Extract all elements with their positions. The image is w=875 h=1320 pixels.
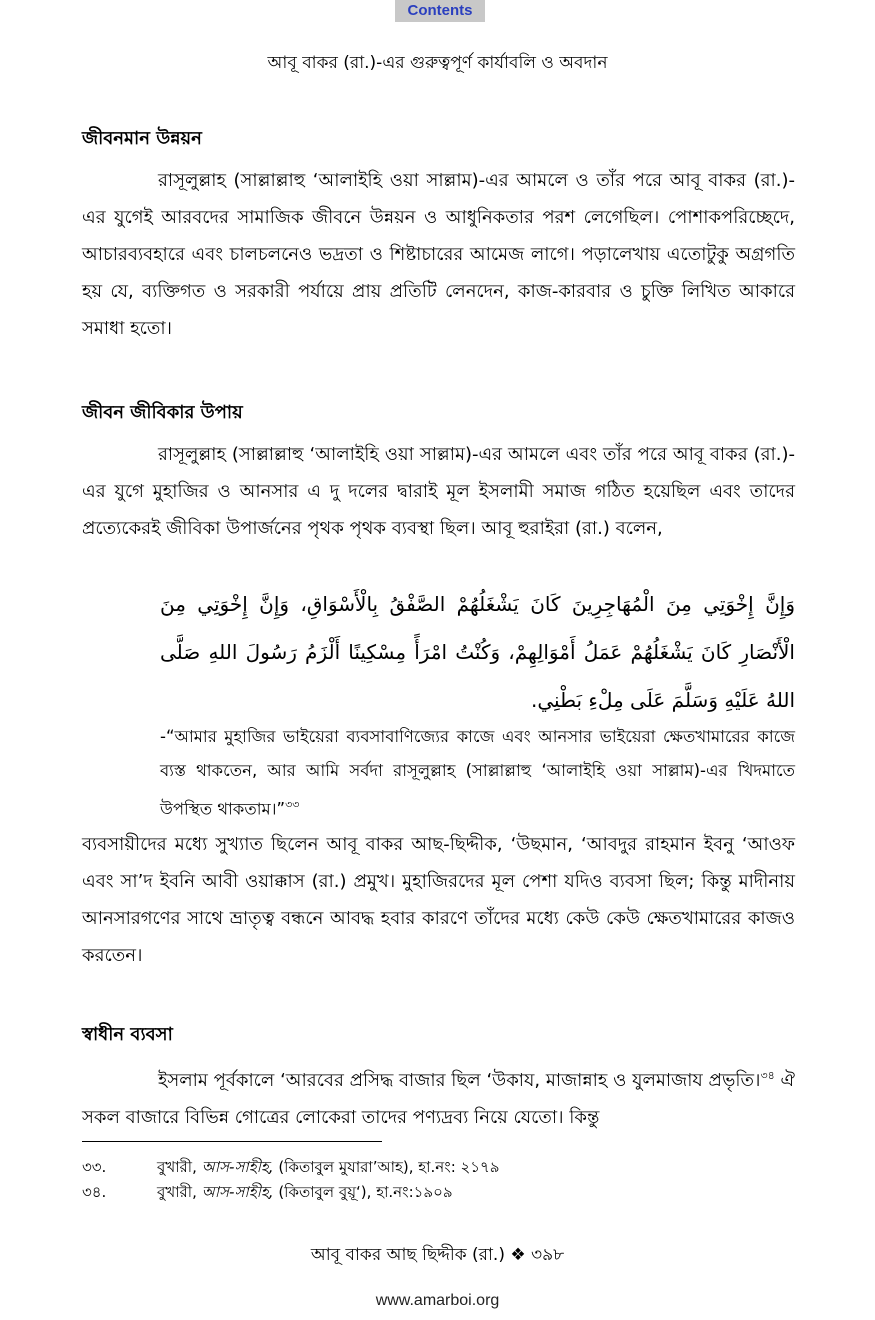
footnote-number: ৩৩.: [82, 1158, 107, 1176]
footnote-34: [82, 1181, 453, 1203]
footnote-author: বুখারী,: [157, 1183, 202, 1201]
arabic-hadith: وَإِنَّ إِخْوَتِي مِنَ الْمُهَاجِرِينَ كَانَ يَشْغَلُهُمْ الصَّفْقُ بِالْأَسْوَاقِ، وَإِنَّ إِخْوَتِي مِنَ الْأَنْصَارِ كَانَ يَشْغَلُهُمْ عَمَلُ أَمْوَالِهِمْ، وَكُنْتُ امْرَأً مِسْكِينًا أَلْزَمُ رَسُولَ اللهِ صَلَّى اللهُ عَلَيْهِ وَسَلَّمَ عَلَى مِلْءِ بَطْنِي.: [160, 592, 795, 712]
paragraph-free-trade: [82, 1057, 795, 1136]
footnote-author: বুখারী,: [157, 1158, 202, 1176]
footnote-book: আস-সাহীহ,: [201, 1158, 279, 1176]
paragraph-livelihood: রাসূলুল্লাহ (সাল্লাল্লাহু ‘আলাইহি ওয়া সাল্লাম)-এর আমলে এবং তাঁর পরে আবূ বাকর (রা.)-এর যুগে মুহাজির ও আনসার এ দু দলের দ্বারাই মূল ইসলামী সমাজ গঠিত হয়েছিল এবং তাদের প্রত্যেকেরই জীবিকা উপার্জনের পৃথক পৃথক ব্যবস্থা ছিল। আবূ হুরাইরা (রা.) বলেন,: [82, 444, 795, 539]
footnote-ref-33[interactable]: ৩৩: [285, 798, 300, 811]
quote-text: -“আমার মুহাজির ভাইয়েরা ব্যবসাবাণিজ্যের কাজে এবং আনসার ভাইয়েরা ক্ষেতখামারের কাজে ব্যস্ত থাকতেন, আর আমি সর্বদা রাসূলুল্লাহ (সাল্লাল্লাহু ‘আলাইহি ওয়া সাল্লাম)-এর খিদমাতে উপস্থিত থাকতাম।”: [160, 727, 795, 819]
footnote-book: আস-সাহীহ,: [201, 1183, 279, 1201]
paragraph-free-trade-end: ঐ সকল বাজারে বিভিন্ন গোত্রের লোকেরা তাদের পণ্যদ্রব্য নিয়ে যেতো। কিন্তু: [82, 1070, 795, 1128]
footnote-33: [82, 1156, 500, 1178]
footnote-detail: (কিতাবুল মুযারা’আহ), হা.নং: ২১৭৯: [278, 1158, 500, 1176]
running-header: আবূ বাকর (রা.)-এর গুরুত্বপূর্ণ কার্যাবলি ও অবদান: [267, 53, 608, 73]
footnote-divider: [82, 1141, 382, 1142]
section-heading-living-standard: জীবনমান উন্নয়ন: [82, 128, 202, 149]
footnote-number: ৩৪.: [82, 1183, 107, 1201]
footnote-detail: (কিতাবুল বুয়ূ‘), হা.নং:১৯০৯: [278, 1183, 453, 1201]
paragraph-living-standard: রাসূলুল্লাহ (সাল্লাল্লাহু ‘আলাইহি ওয়া সাল্লাম)-এর আমলে ও তাঁর পরে আবূ বাকর (রা.)-এর যুগেই আরবদের সামাজিক জীবনে উন্নয়ন ও আধুনিকতার পরশ লেগেছিল। পোশাকপরিচ্ছেদে, আচারব্যবহারে এবং চালচলনেও ভদ্রতা ও শিষ্টাচারের আমেজ লাগে। পড়ালেখায় এতোটুকু অগ্রগতি হয় যে, ব্যক্তিগত ও সরকারী পর্যায়ে প্রায় প্রতিটি লেনদেন, কাজ-কারবার ও চুক্তি লিখিত আকারে সমাধা হতো।: [82, 170, 795, 339]
site-url-link[interactable]: www.amarboi.org: [375, 1292, 500, 1309]
section-heading-livelihood: জীবন জীবিকার উপায়: [82, 402, 243, 423]
hadith-translation: [160, 720, 795, 827]
contents-button[interactable]: Contents: [395, 0, 485, 22]
section-heading-free-trade: স্বাধীন ব্যবসা: [82, 1024, 173, 1045]
paragraph-traders: ব্যবসায়ীদের মধ্যে সুখ্যাত ছিলেন আবূ বাকর আছ-ছিদ্দীক, ‘উছমান, ‘আবদুর রাহমান ইবনু ‘আওফ এবং সা’দ ইবনি আবী ওয়াক্কাস (রা.) প্রমুখ। মুহাজিরদের মূল পেশা যদিও ব্যবসা ছিল; কিন্তু মাদীনায় আনসারগণের সাথে ভ্রাতৃত্ব বন্ধনে আবদ্ধ হবার কারণে তাঁদের মধ্যে কেউ কেউ ক্ষেতখামারের কাজও করতেন।: [82, 834, 795, 966]
page-footer: আবূ বাকর আছ ছিদ্দীক (রা.) ❖ ৩৯৮: [310, 1245, 565, 1265]
footnote-ref-34[interactable]: ৩৪: [760, 1069, 775, 1082]
paragraph-free-trade-start: ইসলাম পূর্বকালে ‘আরবের প্রসিদ্ধ বাজার ছিল ‘উকায, মাজান্নাহ ও যুলমাজায প্রভৃতি।: [158, 1070, 761, 1091]
